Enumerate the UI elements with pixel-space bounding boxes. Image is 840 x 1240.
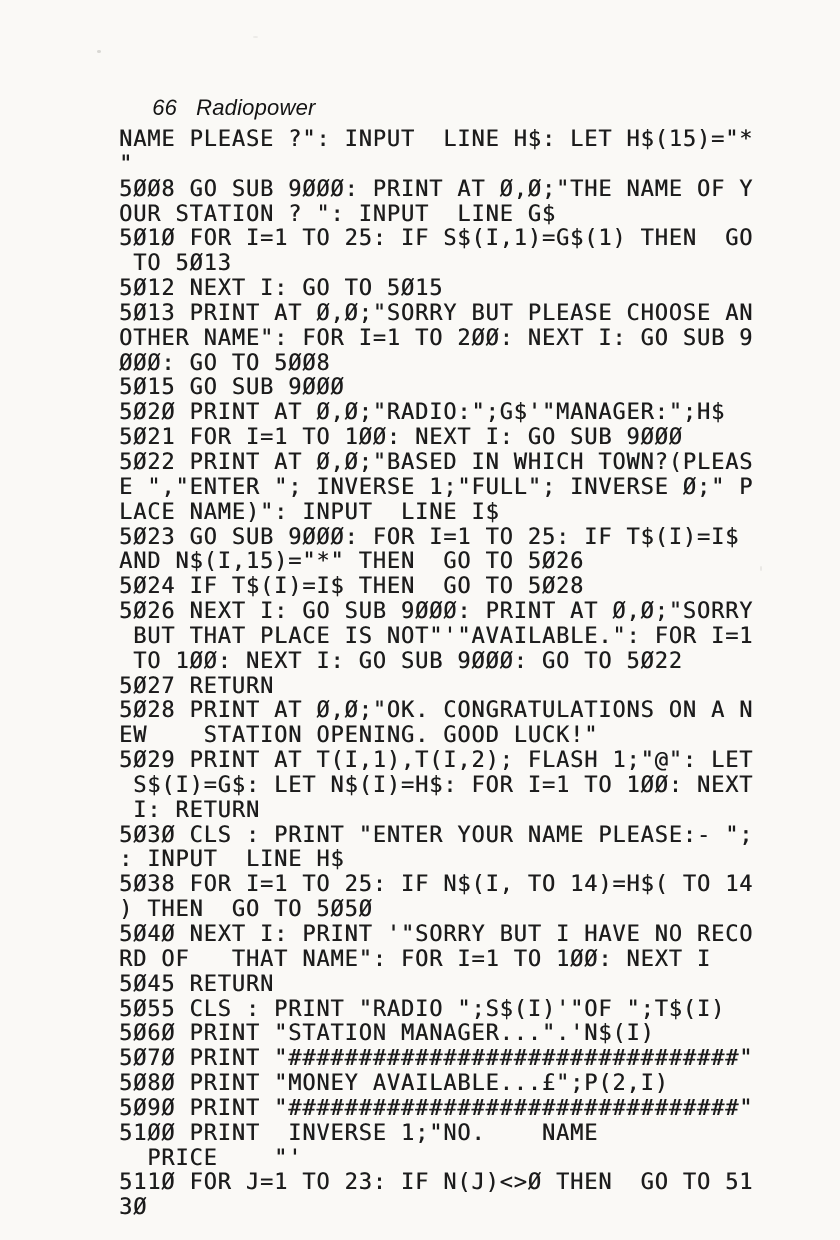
code-line: E ","ENTER "; INVERSE 1;"FULL"; INVERSE Ø;" P bbox=[119, 474, 754, 500]
code-line: RD OF THAT NAME": FOR I=1 TO 1ØØ: NEXT I bbox=[119, 946, 711, 972]
code-line: 5Ø12 NEXT I: GO TO 5Ø15 bbox=[119, 276, 444, 302]
code-line: TO 1ØØ: NEXT I: GO SUB 9ØØØ: GO TO 5Ø22 bbox=[119, 648, 683, 674]
code-line: OUR STATION ? ": INPUT LINE G$ bbox=[119, 201, 556, 227]
scan-speck bbox=[760, 566, 762, 571]
code-line: : INPUT LINE H$ bbox=[119, 847, 345, 873]
code-line: 5Ø55 CLS : PRINT "RADIO ";S$(I)'"OF ";T$(I) bbox=[119, 996, 726, 1022]
code-line: 3Ø bbox=[119, 1195, 148, 1221]
page-number: 66 bbox=[152, 95, 178, 120]
code-line: 5Ø29 PRINT AT T(I,1),T(I,2); FLASH 1;"@": LET bbox=[119, 748, 754, 774]
code-line: EW STATION OPENING. GOOD LUCK!" bbox=[119, 723, 599, 749]
code-line: ) THEN GO TO 5Ø5Ø bbox=[119, 897, 373, 923]
code-line: 5Ø9Ø PRINT "################################" bbox=[119, 1095, 754, 1121]
scan-speck bbox=[97, 50, 101, 53]
code-line: 5Ø22 PRINT AT Ø,Ø;"BASED IN WHICH TOWN?(PLEAS bbox=[119, 449, 754, 475]
code-line: 5Ø6Ø PRINT "STATION MANAGER...".'N$(I) bbox=[119, 1021, 655, 1047]
code-line: TO 5Ø13 bbox=[119, 251, 232, 277]
code-line: 5Ø15 GO SUB 9ØØØ bbox=[119, 375, 345, 401]
code-line: 5Ø38 FOR I=1 TO 25: IF N$(I, TO 14)=H$( TO 14 bbox=[119, 872, 754, 898]
code-line: 5Ø13 PRINT AT Ø,Ø;"SORRY BUT PLEASE CHOOSE AN bbox=[119, 300, 754, 326]
code-line: 5Ø7Ø PRINT "################################" bbox=[119, 1046, 754, 1072]
code-line: I: RETURN bbox=[119, 797, 260, 823]
code-line: 5Ø27 RETURN bbox=[119, 673, 275, 699]
code-line: OTHER NAME": FOR I=1 TO 2ØØ: NEXT I: GO SUB 9 bbox=[119, 325, 754, 351]
code-line: 5ØØ8 GO SUB 9ØØØ: PRINT AT Ø,Ø;"THE NAME OF Y bbox=[119, 176, 754, 202]
code-line: 5Ø2Ø PRINT AT Ø,Ø;"RADIO:";G$'"MANAGER:";H$ bbox=[119, 400, 726, 426]
code-line: ØØØ: GO TO 5ØØ8 bbox=[119, 350, 331, 376]
code-line: 5Ø26 NEXT I: GO SUB 9ØØØ: PRINT AT Ø,Ø;"SORRY bbox=[119, 599, 754, 625]
scan-speck bbox=[253, 36, 258, 38]
code-line: BUT THAT PLACE IS NOT"'"AVAILABLE.": FOR I=1 bbox=[119, 623, 754, 649]
code-line: PRICE "' bbox=[119, 1145, 303, 1171]
code-line: 5Ø1Ø FOR I=1 TO 25: IF S$(I,1)=G$(1) THEN GO bbox=[119, 226, 754, 252]
code-line: 511Ø FOR J=1 TO 23: IF N(J)<>Ø THEN GO TO 51 bbox=[119, 1170, 754, 1196]
code-line: 5Ø21 FOR I=1 TO 1ØØ: NEXT I: GO SUB 9ØØØ bbox=[119, 425, 683, 451]
book-title: Radiopower bbox=[196, 95, 316, 120]
code-line: LACE NAME)": INPUT LINE I$ bbox=[119, 499, 500, 525]
code-line: 5Ø28 PRINT AT Ø,Ø;"OK. CONGRATULATIONS ON A N bbox=[119, 698, 754, 724]
code-line: 5Ø3Ø CLS : PRINT "ENTER YOUR NAME PLEASE:- "; bbox=[119, 822, 754, 848]
code-line: NAME PLEASE ?": INPUT LINE H$: LET H$(15)="* bbox=[119, 127, 754, 152]
code-listing bbox=[119, 128, 753, 1221]
code-line: 5Ø4Ø NEXT I: PRINT '"SORRY BUT I HAVE NO RECO bbox=[119, 922, 754, 947]
code-line: 5Ø45 RETURN bbox=[119, 971, 275, 997]
code-line: 5Ø8Ø PRINT "MONEY AVAILABLE...£";P(2,I) bbox=[119, 1071, 669, 1097]
code-line: 51ØØ PRINT INVERSE 1;"NO. NAME bbox=[119, 1120, 599, 1146]
code-line: 5Ø23 GO SUB 9ØØØ: FOR I=1 TO 25: IF T$(I)=I$ bbox=[119, 524, 740, 550]
code-line: " bbox=[119, 151, 134, 177]
code-line: S$(I)=G$: LET N$(I)=H$: FOR I=1 TO 1ØØ: NEXT bbox=[119, 772, 754, 798]
code-line: 5Ø24 IF T$(I)=I$ THEN GO TO 5Ø28 bbox=[119, 574, 585, 600]
code-line: AND N$(I,15)="*" THEN GO TO 5Ø26 bbox=[119, 549, 585, 575]
